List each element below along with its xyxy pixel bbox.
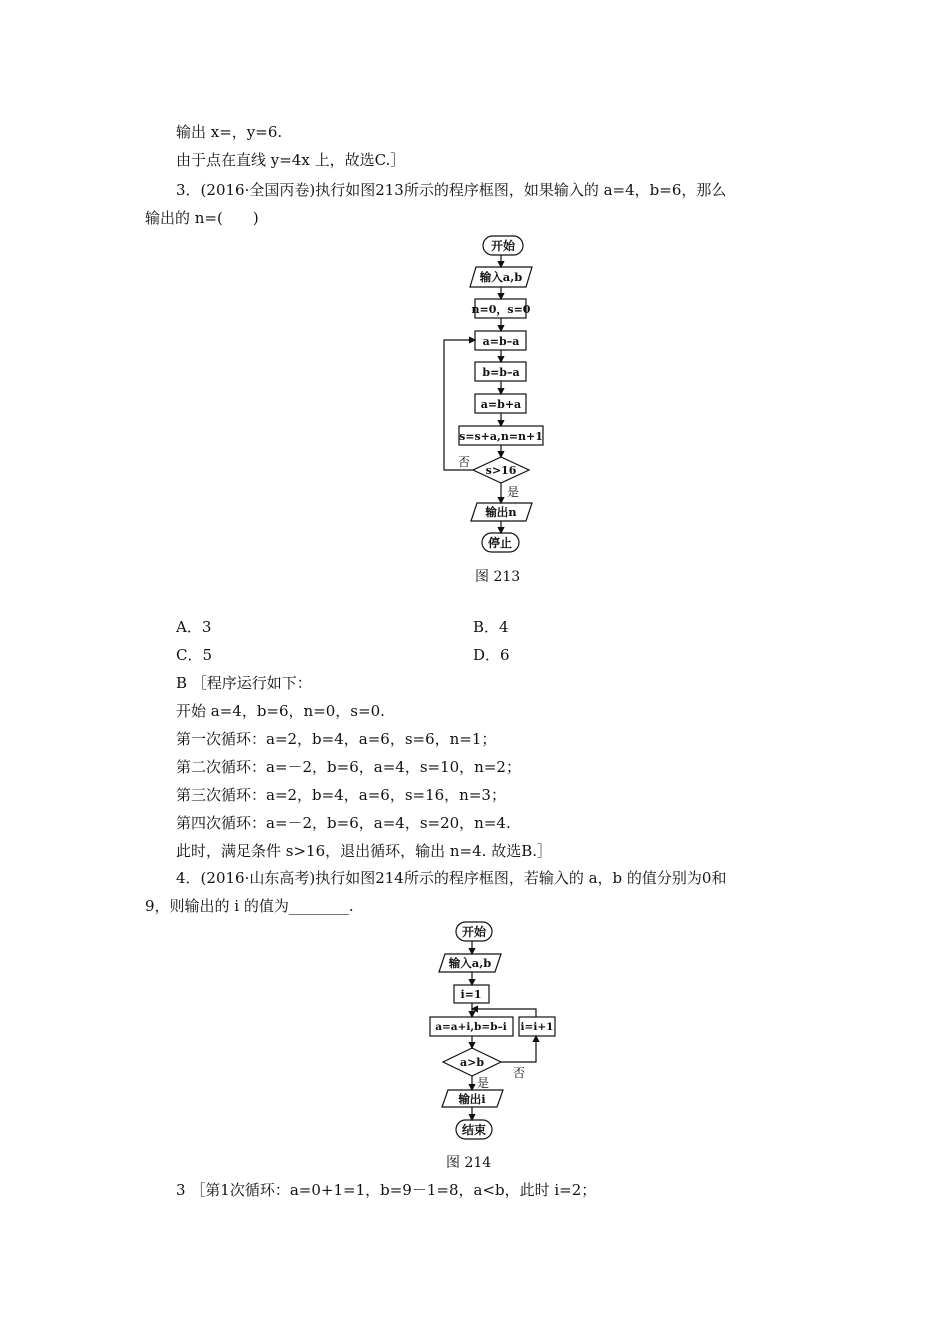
fig214-no-label: 否 <box>513 1066 526 1080</box>
figure-214-caption: 图 214 <box>446 1155 492 1171</box>
solution-line: B ［程序运行如下： <box>176 674 312 692</box>
question-3-line1: 3．(2016·全国丙卷)执行如图213所示的程序框图，如果输入的 a=4，b=6，那么 <box>176 181 727 199</box>
fig214-cond-label: a>b <box>459 1056 485 1069</box>
answer-4-line: 3 ［第1次循环：a=0+1=1，b=9－1=8，a<b，此时 i=2； <box>176 1181 597 1199</box>
text-line: 输出 x=，y=6. <box>176 123 283 141</box>
fig213-step4-label: s=s+a,n=n+1 <box>459 430 543 443</box>
fig213-step1-label: a=b–a <box>482 335 520 348</box>
fig213-no-label: 否 <box>458 455 471 469</box>
solution-line: 第三次循环：a=2，b=4，a=6，s=16，n=3； <box>176 786 506 804</box>
solution-line: 此时，满足条件 s>16，退出循环，输出 n=4. 故选B.］ <box>176 842 552 860</box>
fig214-start-label: 开始 <box>461 925 487 939</box>
fig213-yes-label: 是 <box>507 485 520 499</box>
question-4-line1: 4．(2016·山东高考)执行如图214所示的程序框图，若输入的 a，b 的值分别为0和 <box>176 869 727 887</box>
fig214-input-label: 输入a,b <box>448 956 492 970</box>
question-3-line2: 输出的 n=( ) <box>145 209 259 227</box>
solution-line: 第四次循环：a=－2，b=6，a=4，s=20，n=4. <box>176 814 511 832</box>
text-line: 由于点在直线 y=4x 上，故选C.］ <box>176 151 406 169</box>
option-b: B．4 <box>473 618 509 636</box>
fig214-output-label: 输出i <box>458 1092 486 1106</box>
fig214-step-label: a=a+i,b=b–i <box>435 1021 507 1033</box>
fig213-output-label: 输出n <box>485 505 517 519</box>
fig214-inc-label: i=i+1 <box>520 1021 554 1033</box>
solution-line: 第一次循环：a=2，b=4，a=6，s=6，n=1； <box>176 730 497 748</box>
option-d: D．6 <box>473 646 510 664</box>
fig213-input-label: 输入a,b <box>479 270 523 284</box>
fig213-end-label: 停止 <box>487 536 513 550</box>
figure-213-caption: 图 213 <box>475 569 521 585</box>
fig213-start-label: 开始 <box>490 239 516 253</box>
question-4-line2: 9，则输出的 i 的值为________. <box>145 897 354 915</box>
fig214-yes-label: 是 <box>477 1076 490 1090</box>
fig214-init-label: i=1 <box>460 988 482 1001</box>
fig213-cond-label: s>16 <box>485 464 517 477</box>
fig213-step3-label: a=b+a <box>480 398 522 411</box>
solution-line: 开始 a=4，b=6，n=0，s=0. <box>176 702 385 720</box>
option-c: C．5 <box>176 646 213 664</box>
fig213-init-label: n=0，s=0 <box>471 303 531 316</box>
solution-line: 第二次循环：a=－2，b=6，a=4，s=10，n=2； <box>176 758 521 776</box>
fig213-step2-label: b=b–a <box>482 366 520 379</box>
option-a: A．3 <box>176 618 212 636</box>
fig214-end-label: 结束 <box>461 1123 487 1137</box>
